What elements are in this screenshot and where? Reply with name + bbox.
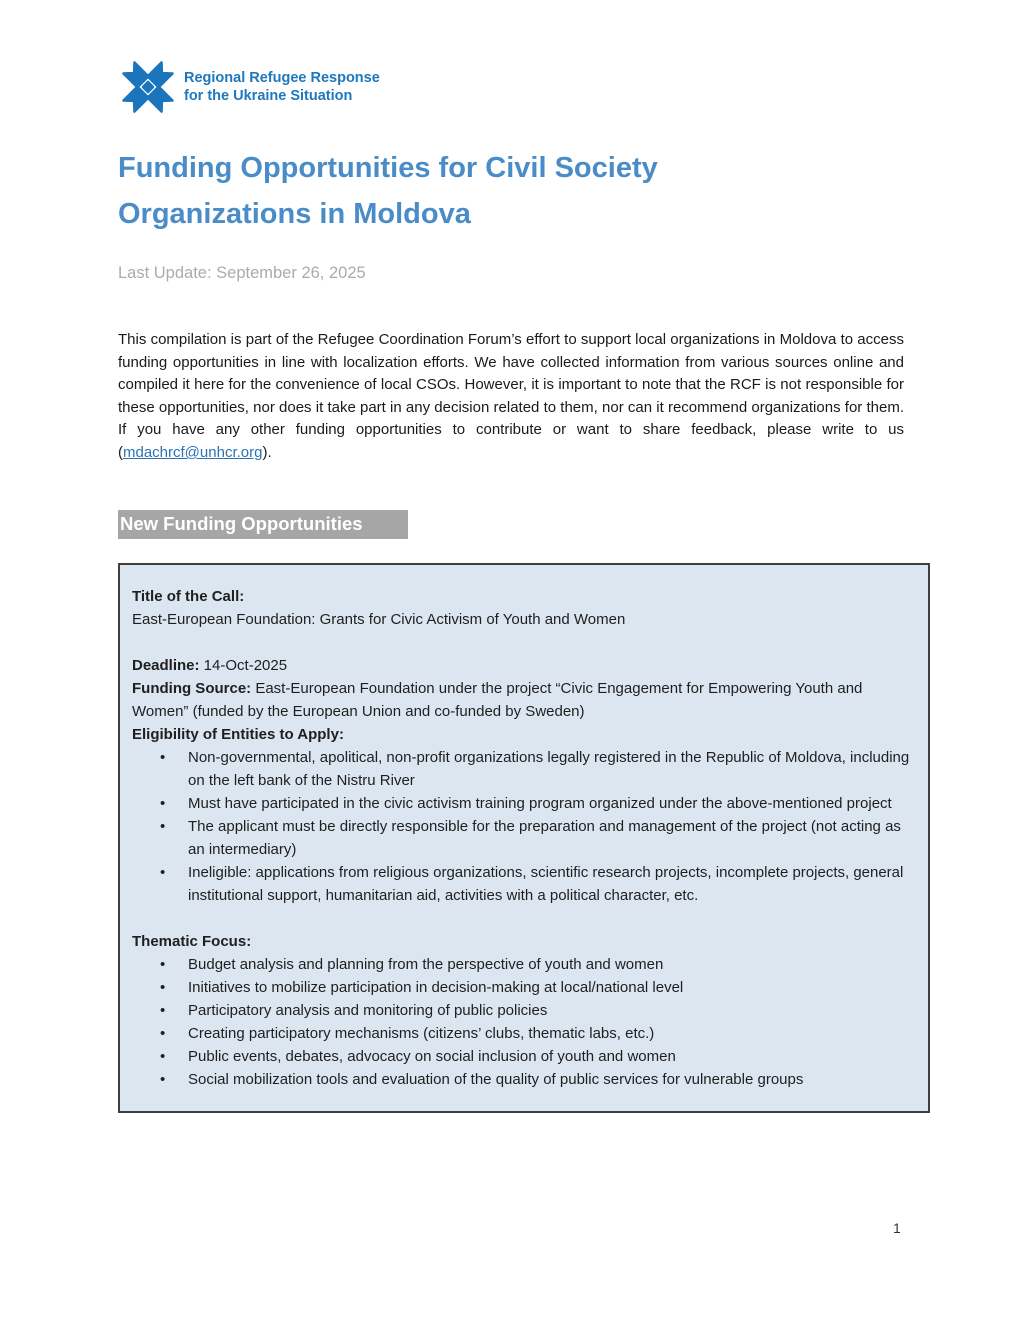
eligibility-list <box>132 746 912 907</box>
list-item: • Initiatives to mobilize participation in decision-making at local/national level <box>132 976 912 999</box>
last-update: Last Update: September 26, 2025 <box>118 264 366 282</box>
deadline-label: Deadline: <box>132 656 200 674</box>
logo-text-line2: for the Ukraine Situation <box>184 88 353 104</box>
rrr-logo-icon <box>118 57 178 117</box>
thematic-focus-label: Thematic Focus: <box>132 932 252 950</box>
list-item: • Creating participatory mechanisms (citizens’ clubs, thematic labs, etc.) <box>132 1022 912 1045</box>
funding-source-line <box>132 677 912 723</box>
page-number: 1 <box>893 1220 901 1236</box>
list-item: • Must have participated in the civic activism training program organized under the above-mentioned project <box>132 792 912 815</box>
funding-source-label: Funding Source: <box>132 679 252 697</box>
page-title: Funding Opportunities for Civil Society Organizations in Moldova <box>118 152 658 230</box>
list-item: • Budget analysis and planning from the perspective of youth and women <box>132 953 912 976</box>
email-link[interactable]: mdachrcf@unhcr.org <box>123 443 263 461</box>
call-title-label: Title of the Call: <box>132 587 245 605</box>
list-item: • Ineligible: applications from religious organizations, scientific research projects, incomplete projects, general institutional support, humanitarian aid, activities with a political character, etc. <box>132 861 912 907</box>
intro-text-before-link: This compilation is part of the Refugee Coordination Forum’s effort to support local organizations in Moldova to access funding opportunities in line with localization efforts. We have collected information from various sources online and compiled it here for the convenience of local CSOs. However, it is important to note that the RCF is not responsible for these opportunities, nor does it take part in any decision related to them, nor can it recommend organizations for them. If you have any other funding opportunities to contribute or want to share feedback, please write to us ( <box>118 331 904 461</box>
org-logo-text <box>184 69 380 105</box>
list-item: • Participatory analysis and monitoring of public policies <box>132 999 912 1022</box>
funding-call-card <box>118 563 930 1113</box>
section-heading-new-funding: New Funding Opportunities <box>118 510 408 539</box>
list-item: • Social mobilization tools and evaluation of the quality of public services for vulnerable groups <box>132 1068 912 1091</box>
logo-text-line1: Regional Refugee Response <box>184 70 380 86</box>
deadline-value: 14-Oct-2025 <box>199 656 288 674</box>
list-item: • Public events, debates, advocacy on social inclusion of youth and women <box>132 1045 912 1068</box>
eligibility-label: Eligibility of Entities to Apply: <box>132 725 344 743</box>
thematic-focus-list <box>132 953 912 1091</box>
deadline-line <box>132 654 912 677</box>
call-title-block <box>132 585 912 631</box>
org-logo <box>118 57 932 117</box>
list-item: • The applicant must be directly responsible for the preparation and management of the project (not acting as an intermediary) <box>132 815 912 861</box>
intro-text-after-link: ). <box>262 443 272 461</box>
list-item: • Non-governmental, apolitical, non-profit organizations legally registered in the Republic of Moldova, including on the left bank of the Nistru River <box>132 746 912 792</box>
intro-paragraph <box>118 329 904 465</box>
funding-source-value: East-European Foundation under the project “Civic Engagement for Empowering Youth and Women” (funded by the European Union and co-funded by Sweden) <box>132 679 863 720</box>
call-title-value: East-European Foundation: Grants for Civic Activism of Youth and Women <box>132 610 626 628</box>
